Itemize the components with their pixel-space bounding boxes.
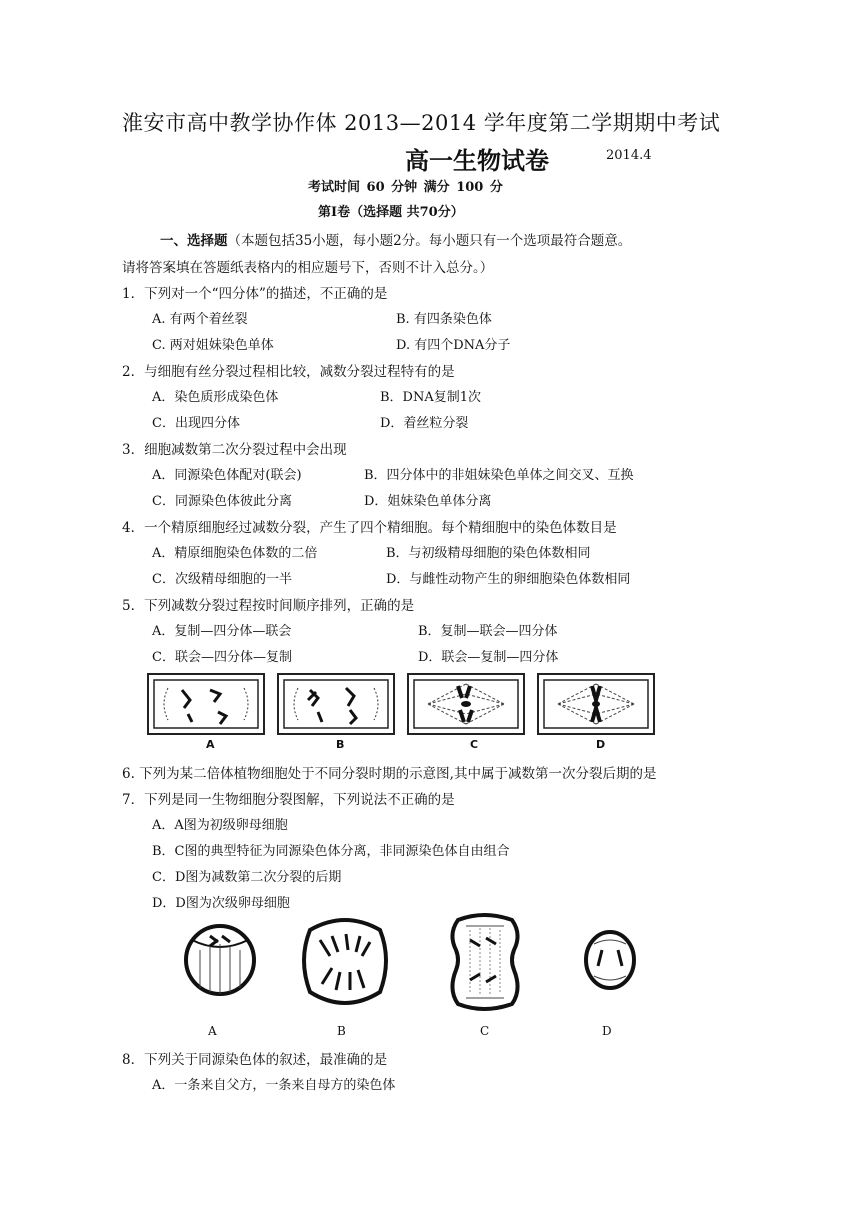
option: C．D图为减数第二次分裂的后期 bbox=[152, 870, 342, 885]
option: A．同源染色体配对(联会) bbox=[152, 468, 302, 483]
figure-label-d: D bbox=[596, 738, 606, 751]
exam-info: 考试时间 60 分钟 满分 100 分 bbox=[308, 180, 503, 195]
figure7-label-c: C bbox=[480, 1024, 490, 1038]
question-stem: 1．下列对一个“四分体”的描述，不正确的是 bbox=[122, 286, 388, 302]
option: D．D图为次级卵母细胞 bbox=[152, 896, 290, 911]
paper-subtitle: 高一生物试卷 bbox=[405, 147, 549, 175]
option: B．四分体中的非姐妹染色单体之间交叉、互换 bbox=[364, 468, 634, 483]
figure-label-c: C bbox=[470, 738, 479, 751]
option: C. 两对姐妹染色单体 bbox=[152, 338, 274, 353]
figure7-label-a: A bbox=[208, 1024, 217, 1038]
exam-title: 淮安市高中教学协作体 2013—2014 学年度第二学期期中考试 bbox=[122, 111, 721, 135]
option: A. 有两个着丝裂 bbox=[152, 312, 248, 327]
cell-diagram-a bbox=[148, 674, 264, 734]
figure7-label-d: D bbox=[602, 1024, 612, 1038]
question-stem: 6. 下列为某二倍体植物细胞处于不同分裂时期的示意图,其中属于减数第一次分裂后期的是 bbox=[122, 766, 657, 782]
option: A．精原细胞染色体数的二倍 bbox=[152, 546, 318, 561]
option: C．出现四分体 bbox=[152, 416, 240, 431]
figure-label-b: B bbox=[336, 738, 345, 751]
option: A．A图为初级卵母细胞 bbox=[152, 818, 288, 833]
question-stem: 2．与细胞有丝分裂过程相比较，减数分裂过程特有的是 bbox=[122, 364, 455, 380]
option: D．姐妹染色单体分离 bbox=[364, 494, 492, 509]
option: C．次级精母细胞的一半 bbox=[152, 572, 292, 587]
question-stem: 3．细胞减数第二次分裂过程中会出现 bbox=[122, 442, 347, 458]
option: D．与雌性动物产生的卵细胞染色体数相同 bbox=[386, 572, 631, 587]
figure7-label-b: B bbox=[337, 1024, 346, 1038]
option: A．染色质形成染色体 bbox=[152, 390, 279, 405]
question-stem: 8．下列关于同源染色体的叙述，最准确的是 bbox=[122, 1052, 388, 1068]
option: C．联会—四分体—复制 bbox=[152, 650, 292, 665]
instructions-line2: 请将答案填在答题纸表格内的相应题号下，否则不计入总分。） bbox=[122, 260, 494, 276]
option: C．同源染色体彼此分离 bbox=[152, 494, 292, 509]
instructions-text: （本题包括35小题，每小题2分。每小题只有一个选项最符合题意。 bbox=[227, 233, 632, 249]
section-title: 第Ⅰ卷（选择题 共70分） bbox=[318, 205, 464, 220]
option: B．与初级精母细胞的染色体数相同 bbox=[386, 546, 591, 561]
option: A．一条来自父方，一条来自母方的染色体 bbox=[152, 1078, 396, 1093]
cell-diagram-b bbox=[278, 674, 394, 734]
option: D. 有四个DNA分子 bbox=[396, 338, 511, 353]
option: B．复制—联会—四分体 bbox=[418, 624, 558, 639]
option: B．DNA复制1次 bbox=[380, 390, 482, 405]
cell-figure-d bbox=[586, 932, 634, 988]
option: A．复制—四分体—联会 bbox=[152, 624, 292, 639]
question-stem: 7．下列是同一生物细胞分裂图解，下列说法不正确的是 bbox=[122, 792, 455, 808]
option: B. 有四条染色体 bbox=[396, 312, 492, 327]
figure-label-a: A bbox=[206, 738, 215, 751]
option: B．C图的典型特征为同源染色体分离，非同源染色体自由组合 bbox=[152, 844, 510, 859]
exam-date: 2014.4 bbox=[606, 148, 652, 163]
option: D．着丝粒分裂 bbox=[380, 416, 469, 431]
option: D．联会—复制—四分体 bbox=[418, 650, 559, 665]
cell-figure-c bbox=[452, 915, 517, 1009]
cell-diagram-d bbox=[538, 674, 654, 734]
instructions-heading: 一、选择题 bbox=[160, 233, 228, 249]
animal-cell-division-figure bbox=[170, 910, 650, 1014]
instructions-line1 bbox=[160, 229, 631, 249]
cell-diagram-c bbox=[408, 674, 524, 734]
question-stem: 5．下列减数分裂过程按时间顺序排列，正确的是 bbox=[122, 598, 415, 614]
cell-figure-a bbox=[186, 926, 254, 994]
plant-cell-division-figure bbox=[140, 670, 670, 752]
cell-figure-b bbox=[304, 920, 386, 1003]
question-stem: 4．一个精原细胞经过减数分裂，产生了四个精细胞。每个精细胞中的染色体数目是 bbox=[122, 520, 617, 536]
